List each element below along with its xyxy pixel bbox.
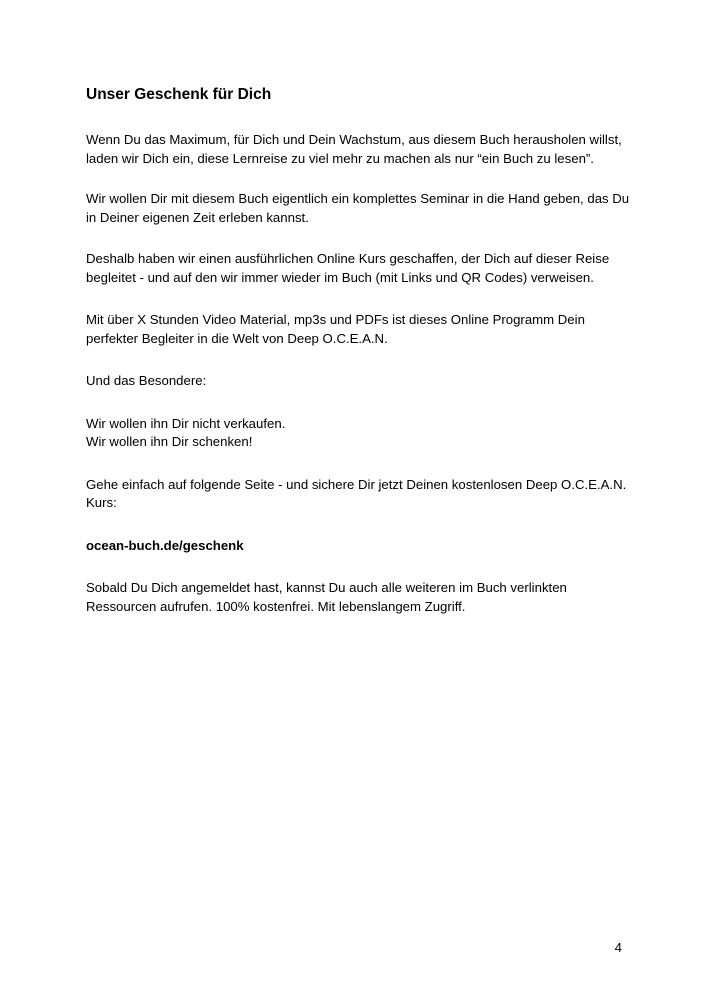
paragraph-intro: Wenn Du das Maximum, für Dich und Dein Wachstum, aus diesem Buch herausholen willst, laden wir Dich ein, diese Lernreise zu viel mehr zu machen als nur “ein Buch zu lesen”. bbox=[86, 132, 622, 166]
page-number: 4 bbox=[614, 940, 622, 955]
paragraph-instruction: Gehe einfach auf folgende Seite - und sichere Dir jetzt Deinen kostenlosen Deep O.C.E.A.N. Kurs: bbox=[86, 476, 627, 510]
gift-link[interactable]: ocean-buch.de/geschenk bbox=[86, 537, 244, 553]
paragraph-special: Und das Besondere: bbox=[86, 373, 207, 388]
page-title: Unser Geschenk für Dich bbox=[86, 86, 272, 103]
paragraph-program: Mit über X Stunden Video Material, mp3s und PDFs ist dieses Online Programm Dein perfekter Begleiter in die Welt von Deep O.C.E.A.N. bbox=[86, 312, 585, 346]
gift-line-not-sell: Wir wollen ihn Dir nicht verkaufen. bbox=[86, 415, 286, 431]
gift-statement bbox=[86, 415, 631, 452]
paragraph-seminar: Wir wollen Dir mit diesem Buch eigentlich ein komplettes Seminar in die Hand geben, das Du in Deiner eigenen Zeit erleben kannst. bbox=[86, 191, 630, 225]
page-content bbox=[86, 85, 631, 616]
paragraph-online-course: Deshalb haben wir einen ausführlichen Online Kurs geschaffen, der Dich auf dieser Reise begleitet - und auf den wir immer wieder im Buch (mit Links und QR Codes) verweisen. bbox=[86, 251, 610, 285]
paragraph-closing: Sobald Du Dich angemeldet hast, kannst Du auch alle weiteren im Buch verlinkten Ressourcen aufrufen. 100% kostenfrei. Mit lebenslangem Zugriff. bbox=[86, 580, 567, 614]
gift-line-give: Wir wollen ihn Dir schenken! bbox=[86, 434, 253, 449]
